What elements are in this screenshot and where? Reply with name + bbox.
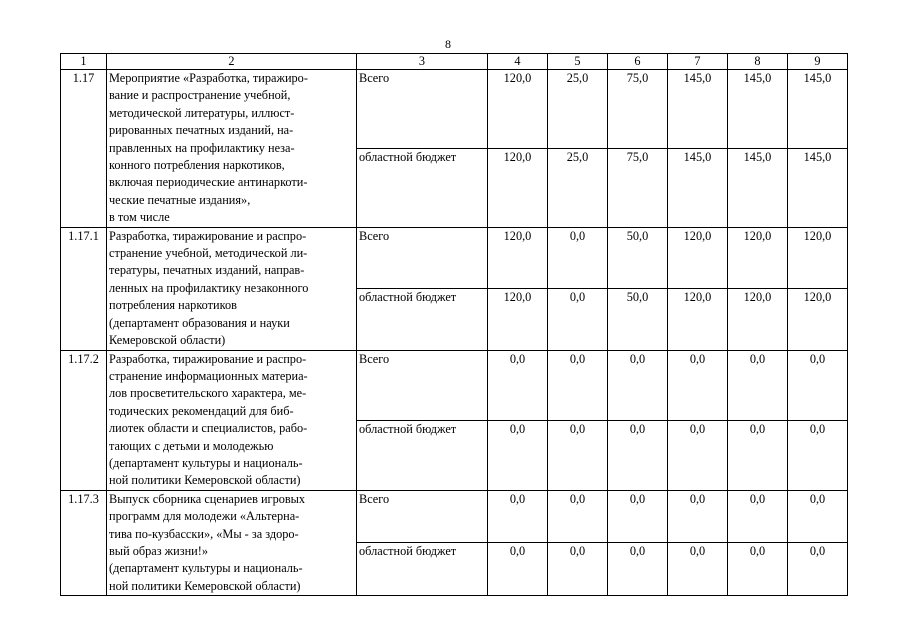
value-cell: 0,0 xyxy=(608,543,668,596)
funding-source-total: Всего xyxy=(357,490,488,543)
funding-source-total: Всего xyxy=(357,70,488,149)
funding-source-total: Всего xyxy=(357,350,488,420)
value-cell: 0,0 xyxy=(488,490,548,543)
value-cell: 145,0 xyxy=(668,148,728,227)
value-cell: 25,0 xyxy=(548,70,608,149)
value-cell: 0,0 xyxy=(548,420,608,490)
value-cell: 0,0 xyxy=(548,227,608,288)
value-cell: 0,0 xyxy=(668,350,728,420)
value-cell: 0,0 xyxy=(608,350,668,420)
item-number: 1.17.1 xyxy=(61,227,107,350)
funding-source-regional: областной бюджет xyxy=(357,420,488,490)
value-cell: 0,0 xyxy=(668,490,728,543)
item-description: Разработка, тиражирование и распро- странение учебной, методической ли- тературы, печатных изданий, направ- ленных на профилактику незаконного потребления наркотиков (департамент образования и науки Кемеровской области) xyxy=(107,227,357,350)
funding-source-regional: областной бюджет xyxy=(357,289,488,350)
column-header: 4 xyxy=(488,54,548,70)
value-cell: 145,0 xyxy=(788,70,848,149)
item-number: 1.17 xyxy=(61,70,107,228)
value-cell: 0,0 xyxy=(788,420,848,490)
budget-table xyxy=(60,53,848,596)
value-cell: 25,0 xyxy=(548,148,608,227)
value-cell: 0,0 xyxy=(728,350,788,420)
item-description: Мероприятие «Разработка, тиражиро- вание и распространение учебной, методической литературы, иллюст- рированных печатных изданий, на- правленных на профилактику неза- конного потребления наркотиков, включая периодические антинаркоти- ческие печатные издания», в том числе xyxy=(107,70,357,228)
item-description: Выпуск сборника сценариев игровых программ для молодежи «Альтерна- тива по-кузбасски», «Мы - за здоро- вый образ жизни!» (департамент культуры и националь- ной политики Кемеровской области) xyxy=(107,490,357,595)
value-cell: 0,0 xyxy=(548,350,608,420)
value-cell: 120,0 xyxy=(788,289,848,350)
column-header: 7 xyxy=(668,54,728,70)
column-header: 8 xyxy=(728,54,788,70)
value-cell: 0,0 xyxy=(608,490,668,543)
value-cell: 120,0 xyxy=(488,70,548,149)
value-cell: 145,0 xyxy=(728,148,788,227)
value-cell: 0,0 xyxy=(488,420,548,490)
column-header: 2 xyxy=(107,54,357,70)
column-header: 6 xyxy=(608,54,668,70)
page-number: 8 xyxy=(445,37,451,51)
value-cell: 120,0 xyxy=(488,227,548,288)
header-row xyxy=(61,54,848,70)
table-row xyxy=(61,227,848,288)
table-row xyxy=(61,490,848,543)
value-cell: 145,0 xyxy=(788,148,848,227)
column-header: 9 xyxy=(788,54,848,70)
value-cell: 50,0 xyxy=(608,289,668,350)
value-cell: 120,0 xyxy=(668,227,728,288)
column-header: 1 xyxy=(61,54,107,70)
value-cell: 120,0 xyxy=(788,227,848,288)
table-row xyxy=(61,350,848,420)
value-cell: 120,0 xyxy=(668,289,728,350)
value-cell: 0,0 xyxy=(788,350,848,420)
value-cell: 0,0 xyxy=(728,420,788,490)
value-cell: 0,0 xyxy=(608,420,668,490)
value-cell: 75,0 xyxy=(608,148,668,227)
funding-source-total: Всего xyxy=(357,227,488,288)
item-number: 1.17.2 xyxy=(61,350,107,490)
value-cell: 0,0 xyxy=(668,420,728,490)
column-header: 3 xyxy=(357,54,488,70)
table-row xyxy=(61,70,848,149)
value-cell: 0,0 xyxy=(548,543,608,596)
value-cell: 145,0 xyxy=(668,70,728,149)
value-cell: 0,0 xyxy=(488,543,548,596)
value-cell: 0,0 xyxy=(788,543,848,596)
value-cell: 75,0 xyxy=(608,70,668,149)
item-description: Разработка, тиражирование и распро- странение информационных материа- лов просветительского характера, ме- тодических рекомендаций для биб- лиотек области и специалистов, рабо- тающих с детьми и молодежью (департамент культуры и националь- ной политики Кемеровской области) xyxy=(107,350,357,490)
value-cell: 120,0 xyxy=(728,227,788,288)
value-cell: 0,0 xyxy=(788,490,848,543)
value-cell: 0,0 xyxy=(728,543,788,596)
value-cell: 0,0 xyxy=(488,350,548,420)
value-cell: 0,0 xyxy=(668,543,728,596)
value-cell: 120,0 xyxy=(728,289,788,350)
value-cell: 145,0 xyxy=(728,70,788,149)
funding-source-regional: областной бюджет xyxy=(357,148,488,227)
value-cell: 0,0 xyxy=(728,490,788,543)
value-cell: 120,0 xyxy=(488,289,548,350)
item-number: 1.17.3 xyxy=(61,490,107,595)
value-cell: 0,0 xyxy=(548,289,608,350)
value-cell: 50,0 xyxy=(608,227,668,288)
funding-source-regional: областной бюджет xyxy=(357,543,488,596)
column-header: 5 xyxy=(548,54,608,70)
value-cell: 120,0 xyxy=(488,148,548,227)
value-cell: 0,0 xyxy=(548,490,608,543)
